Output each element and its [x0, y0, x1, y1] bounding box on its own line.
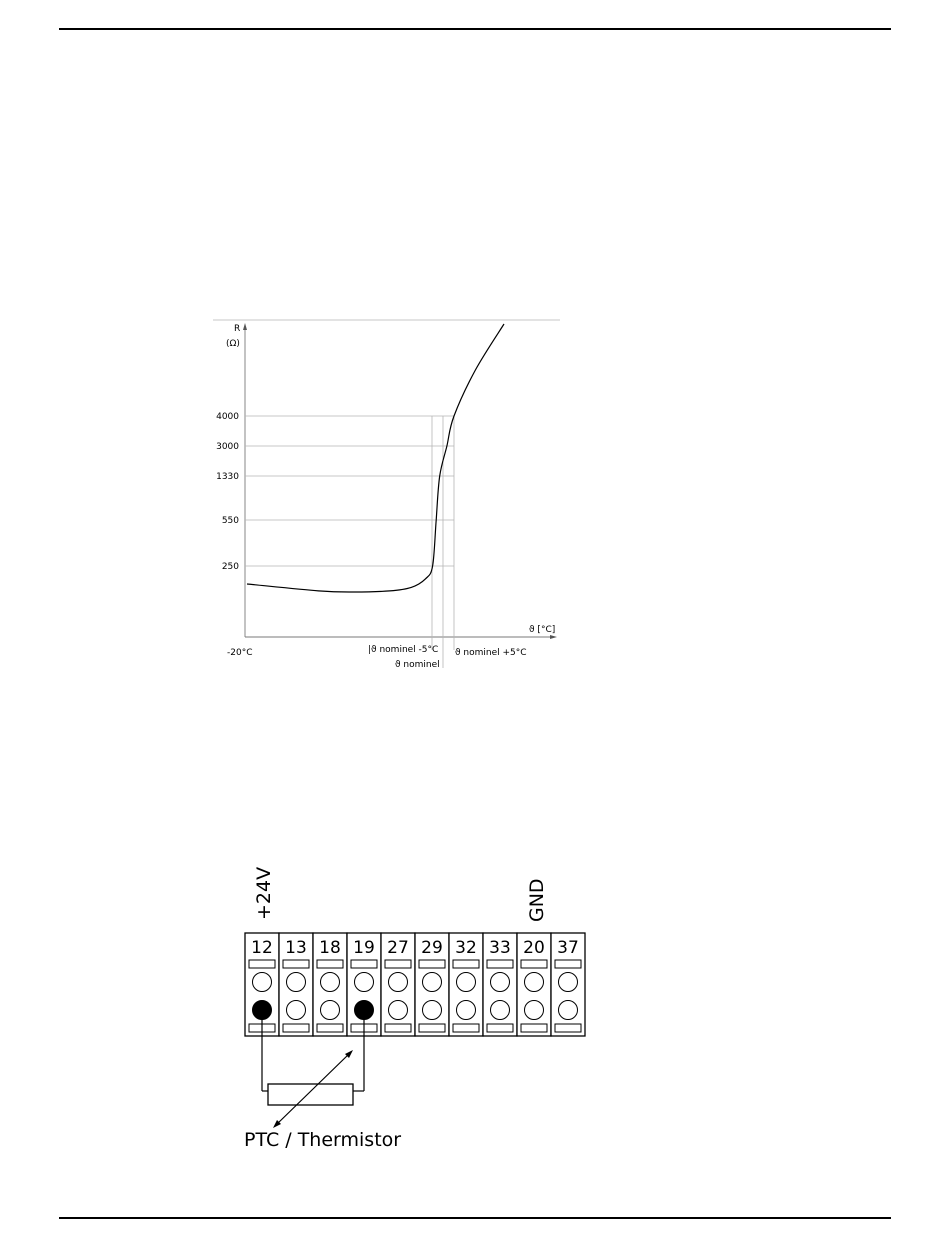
- terminal-socket-18: [321, 1001, 340, 1020]
- label-24v: +24V: [253, 866, 275, 920]
- terminal-socket-32: [457, 1001, 476, 1020]
- terminal-socket-20: [525, 1001, 544, 1020]
- terminal-top-slot-12: [249, 960, 275, 968]
- terminal-number-20: 20: [523, 938, 545, 958]
- terminal-number-37: 37: [557, 938, 579, 958]
- terminal-number-29: 29: [421, 938, 443, 958]
- terminal-bottom-slot-13: [283, 1024, 309, 1032]
- terminal-number-32: 32: [455, 938, 477, 958]
- terminal-screw-27: [389, 973, 408, 992]
- terminal-top-slot-18: [317, 960, 343, 968]
- ytick-label-4000: 4000: [216, 412, 239, 422]
- terminal-screw-37: [559, 973, 578, 992]
- terminal-bottom-slot-37: [555, 1024, 581, 1032]
- y-axis-label: R: [234, 324, 241, 334]
- terminal-block: [245, 933, 585, 1036]
- terminal-bottom-slot-20: [521, 1024, 547, 1032]
- terminal-bottom-slot-29: [419, 1024, 445, 1032]
- terminal-top-slot-33: [487, 960, 513, 968]
- terminal-screw-32: [457, 973, 476, 992]
- ytick-label-550: 550: [221, 516, 239, 526]
- terminal-top-slot-13: [283, 960, 309, 968]
- terminal-top-slot-32: [453, 960, 479, 968]
- terminal-socket-13: [287, 1001, 306, 1020]
- x-axis-label: ϑ [°C]: [529, 625, 556, 635]
- ptc-resistor: [268, 1084, 353, 1105]
- ptc-thermistor-label: PTC / Thermistor: [244, 1129, 402, 1151]
- xtick-label-nominal-plus: ϑ nominel +5°C: [455, 648, 527, 658]
- terminal-screw-33: [491, 973, 510, 992]
- terminal-bottom-slot-32: [453, 1024, 479, 1032]
- terminal-screw-13: [287, 973, 306, 992]
- xtick-label-left: -20°C: [227, 648, 253, 658]
- terminal-socket-37: [559, 1001, 578, 1020]
- terminal-bottom-slot-33: [487, 1024, 513, 1032]
- terminal-screw-18: [321, 973, 340, 992]
- terminal-number-12: 12: [251, 938, 273, 958]
- terminal-socket-29: [423, 1001, 442, 1020]
- xtick-label-nominal: ϑ nominel: [395, 660, 440, 670]
- y-axis-unit: (Ω): [226, 339, 240, 349]
- terminal-top-slot-27: [385, 960, 411, 968]
- terminal-top-slot-20: [521, 960, 547, 968]
- terminal-screw-19: [355, 973, 374, 992]
- terminal-number-13: 13: [285, 938, 307, 958]
- terminal-bottom-slot-27: [385, 1024, 411, 1032]
- terminal-top-slot-29: [419, 960, 445, 968]
- ytick-label-250: 250: [221, 562, 239, 572]
- xtick-label-nominal-minus: |ϑ nominel -5°C: [368, 645, 439, 655]
- terminal-screw-29: [423, 973, 442, 992]
- terminal-screw-12: [253, 973, 272, 992]
- terminal-number-27: 27: [387, 938, 409, 958]
- terminal-socket-27: [389, 1001, 408, 1020]
- terminal-number-18: 18: [319, 938, 341, 958]
- terminal-socket-33: [491, 1001, 510, 1020]
- terminal-number-19: 19: [353, 938, 375, 958]
- terminal-top-slot-37: [555, 960, 581, 968]
- ytick-label-1330: 1330: [216, 472, 239, 482]
- terminal-top-slot-19: [351, 960, 377, 968]
- ytick-label-3000: 3000: [216, 442, 239, 452]
- terminal-number-33: 33: [489, 938, 511, 958]
- label-gnd: GND: [526, 878, 548, 922]
- terminal-bottom-slot-18: [317, 1024, 343, 1032]
- terminal-screw-20: [525, 973, 544, 992]
